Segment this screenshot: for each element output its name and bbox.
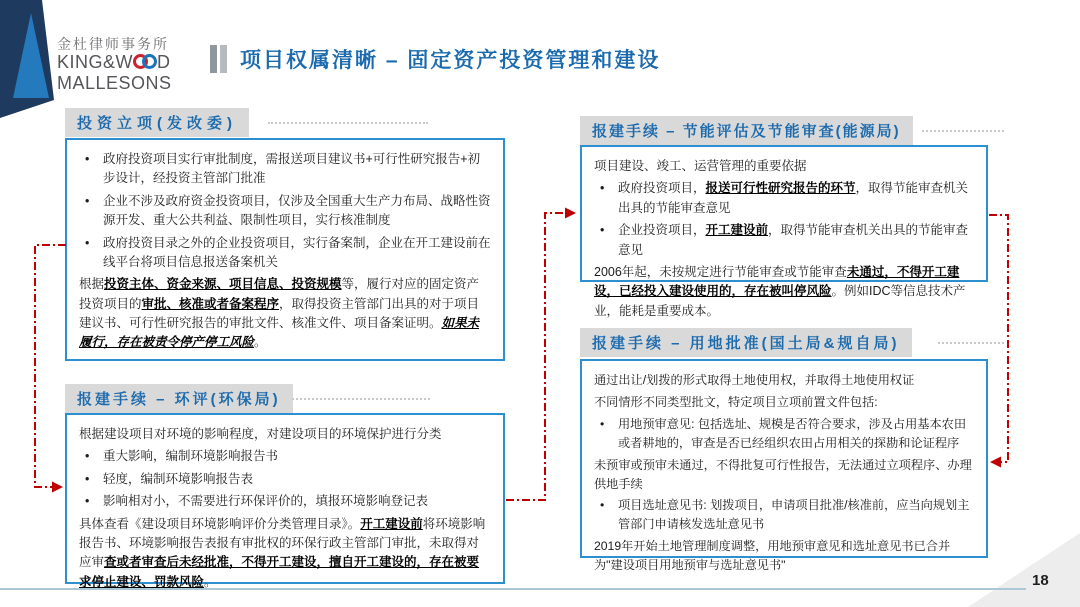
arrowhead-icon	[990, 457, 1001, 468]
content-box-lixiang	[65, 138, 505, 361]
content-box-jieneng	[580, 145, 988, 318]
bullet-item: • 项目选址意见书: 划拨项目，申请项目批准/核准前，应当向规划主管部门申请核发选址意见书	[594, 496, 974, 534]
arrowhead-icon	[52, 482, 63, 493]
paragraph: 项目建设、竣工、运营管理的重要依据	[594, 159, 807, 173]
bullet-icon: •	[85, 471, 90, 486]
bullet-icon: •	[85, 494, 90, 509]
bullet-icon: •	[85, 193, 90, 208]
page-title: 项目权属清晰 – 固定资产投资管理和建设	[240, 49, 661, 72]
arrowhead-icon	[565, 208, 576, 219]
flow-arrow-huanping-to-jieneng	[506, 213, 565, 500]
bullet-icon: •	[600, 181, 605, 196]
paragraph: 根据投资主体、资金来源、项目信息、投资规模等，履行对应的固定资产投资项目的审批、核准或者备案程序，取得投资主管部门出具的对于项目建议书、可行性研究报告的审批文件、核准文件、项目备案证明。如果未履行，存在被责令停产停工风险。	[79, 277, 480, 350]
dotted-divider	[292, 398, 430, 400]
section-header-jieneng: 报建手续 – 节能评估及节能审查(能源局)	[580, 116, 913, 145]
bullet-item: • 影响相对小，不需要进行环保评价的，填报环境影响登记表	[79, 492, 491, 511]
kwm-logo	[57, 36, 172, 93]
bullet-icon: •	[600, 498, 605, 513]
paragraph: 不同情形不同类型批文，特定项目立项前置文件包括:	[594, 394, 878, 409]
logo-english-name-line1: KING&W D	[57, 52, 171, 73]
section-header-lixiang: 投资立项(发改委)	[65, 108, 249, 137]
bullet-item: • 重大影响，编制环境影响报告书	[79, 447, 491, 466]
content-box-yongdi	[580, 359, 988, 573]
bullet-item: • 企业不涉及政府资金投资项目，仅涉及全国重大生产力布局、战略性资源开发、重大公共利益、限制性项目，实行核准制度	[79, 192, 491, 231]
content-box-huanping	[65, 413, 505, 589]
page-number: 18	[1032, 572, 1049, 589]
flow-arrow-lixiang-to-huanping	[35, 245, 66, 487]
logo-english-name-line2: MALLESONS	[57, 72, 172, 93]
paragraph: 根据建设项目对环境的影响程度，对建设项目的环境保护进行分类	[79, 427, 442, 441]
dotted-divider	[268, 122, 428, 124]
bullet-item: • 政府投资目录之外的企业投资项目，实行备案制，企业在开工建设前在线平台将项目信息报送备案机关	[79, 234, 491, 273]
bullet-icon: •	[600, 416, 605, 431]
bullet-icon: •	[85, 235, 90, 250]
footer-line	[0, 588, 1026, 590]
slide-header	[210, 44, 660, 74]
paragraph: 具体查看《建设项目环境影响评价分类管理目录》。开工建设前将环境影响报告书、环境影响报告表报有审批权的环保行政主管部门审批，未取得对应审查或者审查后未经批准，不得开工建设，擅自开工建设的，存在被要求停止建设、罚款风险。	[79, 516, 486, 589]
bullet-icon: •	[600, 223, 605, 238]
section-header-yongdi: 报建手续 – 用地批准(国土局&规自局)	[580, 328, 912, 357]
logo-blue-ring-icon	[142, 54, 157, 69]
bullet-item: • 轻度，编制环境影响报告表	[79, 470, 491, 489]
bullet-icon: •	[85, 152, 90, 166]
paragraph: 2006年起，未按规定进行节能审查或节能审查未通过，不得开工建设，已经投入建设使用的，存在被叫停风险。例如IDC等信息技术产业，能耗是重要成本。	[594, 264, 966, 318]
bullet-item: • 企业投资项目，开工建设前，取得节能审查机关出具的节能审查意见	[594, 221, 974, 260]
bullet-item: • 用地预审意见: 包括选址、规模是否符合要求，涉及占用基本农田或者耕地的，审查是否已经组织农田占用相关的探勘和论证程序	[594, 415, 974, 453]
dotted-divider	[922, 130, 1004, 132]
title-bar-icon	[210, 45, 217, 73]
flow-arrow-jieneng-to-yongdi	[989, 215, 1008, 462]
section-header-huanping: 报建手续 – 环评(环保局)	[65, 384, 293, 413]
title-bar-icon	[220, 45, 227, 73]
paragraph: 未预审或预审未通过，不得批复可行性报告，无法通过立项程序、办理供地手续	[594, 457, 972, 491]
bullet-item: • 政府投资项目实行审批制度，需报送项目建议书+可行性研究报告+初步设计，经投资主管部门批准	[79, 150, 491, 189]
bullet-item: • 政府投资项目，报送可行性研究报告的环节，取得节能审查机关出具的节能审查意见	[594, 179, 974, 218]
bullet-icon: •	[85, 449, 90, 464]
paragraph: 2019年开始土地管理制度调整，用地预审意见和选址意见书已合并为"建设项目用地预审与选址意见书"	[594, 539, 951, 573]
logo-chinese-name: 金杜律师事务所	[57, 36, 169, 52]
dotted-divider	[938, 342, 1004, 344]
paragraph: 通过出让/划拨的形式取得土地使用权，并取得土地使用权证	[594, 373, 915, 387]
